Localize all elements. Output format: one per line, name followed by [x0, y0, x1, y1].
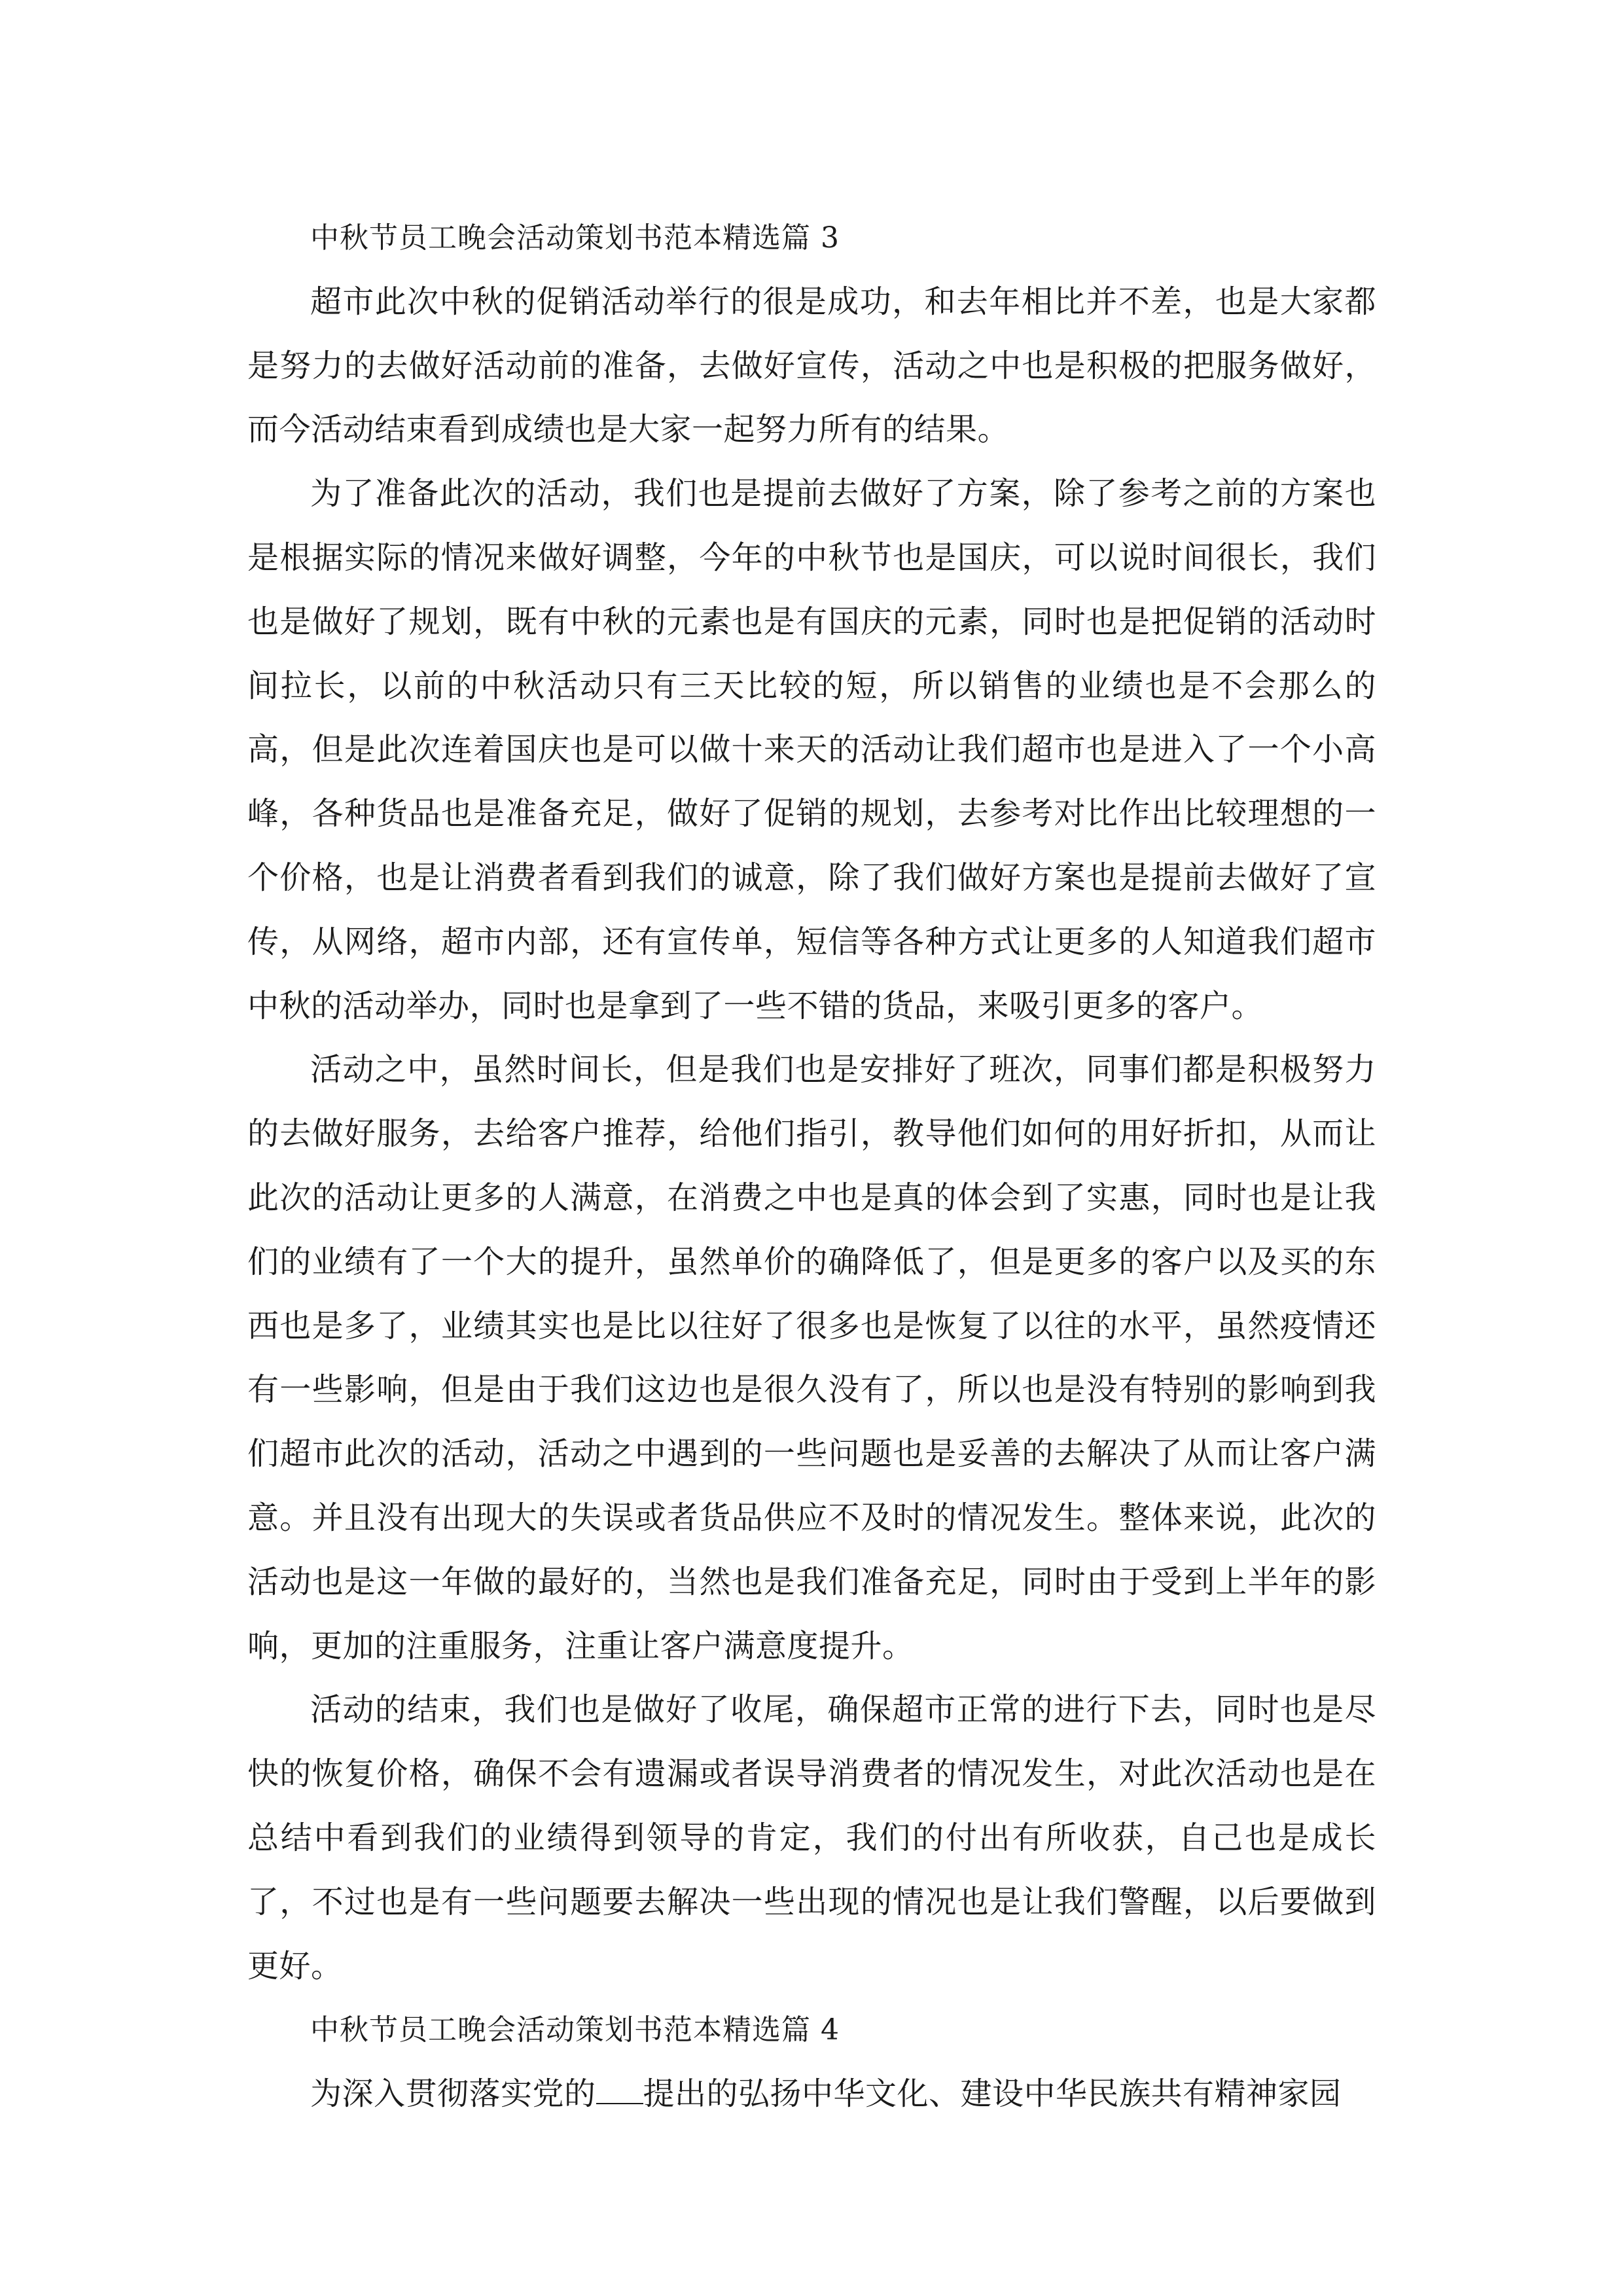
paragraph-3: 活动之中，虽然时间长，但是我们也是安排好了班次，同事们都是积极努力的去做好服务，去给客户推荐，给他们指引，教导他们如何的用好折扣，从而让此次的活动让更多的人满意，在消费之中也是真的体会到了实惠，同时也是让我们的业绩有了一个大的提升，虽然单价的确降低了，但是更多的客户以及买的东西也是多了，业绩其实也是比以往好了很多也是恢复了以往的水平，虽然疫情还有一些影响，但是由于我们这边也是很久没有了，所以也是没有特别的影响到我们超市此次的活动，活动之中遇到的一些问题也是妥善的去解决了从而让客户满意。并且没有出现大的失误或者货品供应不及时的情况发生。整体来说，此次的活动也是这一年做的最好的，当然也是我们准备充足，同时由于受到上半年的影响，更加的注重服务，注重让客户满意度提升。: [247, 1051, 1376, 1664]
document-body: [247, 206, 1376, 2126]
section-heading-4: 中秋节员工晚会活动策划书范本精选篇 4: [310, 2013, 840, 2047]
paragraph-5-end: 提出的弘扬中华文化、建设中华民族共有精神家园: [643, 2075, 1342, 2113]
fill-in-blank: [596, 2102, 643, 2104]
paragraph-1: 超市此次中秋的促销活动举行的很是成功，和去年相比并不差，也是大家都是努力的去做好活动前的准备，去做好宣传，活动之中也是积极的把服务做好，而今活动结束看到成绩也是大家一起努力所有的结果。: [247, 283, 1376, 448]
paragraph-5-start: 为深入贯彻落实党的: [310, 2075, 596, 2113]
paragraph-5: [247, 2062, 1376, 2126]
paragraph-2: 为了准备此次的活动，我们也是提前去做好了方案，除了参考之前的方案也是根据实际的情况来做好调整，今年的中秋节也是国庆，可以说时间很长，我们也是做好了规划，既有中秋的元素也是有国庆的元素，同时也是把促销的活动时间拉长，以前的中秋活动只有三天比较的短，所以销售的业绩也是不会那么的高，但是此次连着国庆也是可以做十来天的活动让我们超市也是进入了一个小高峰，各种货品也是准备充足，做好了促销的规划，去参考对比作出比较理想的一个价格，也是让消费者看到我们的诚意，除了我们做好方案也是提前去做好了宣传，从网络，超市内部，还有宣传单，短信等各种方式让更多的人知道我们超市中秋的活动举办，同时也是拿到了一些不错的货品，来吸引更多的客户。: [247, 475, 1376, 1024]
paragraph-4: 活动的结束，我们也是做好了收尾，确保超市正常的进行下去，同时也是尽快的恢复价格，确保不会有遗漏或者误导消费者的情况发生，对此次活动也是在总结中看到我们的业绩得到领导的肯定，我们的付出有所收获，自己也是成长了，不过也是有一些问题要去解决一些出现的情况也是让我们警醒，以后要做到更好。: [247, 1691, 1376, 1984]
section-heading-3: 中秋节员工晚会活动策划书范本精选篇 3: [310, 221, 840, 255]
